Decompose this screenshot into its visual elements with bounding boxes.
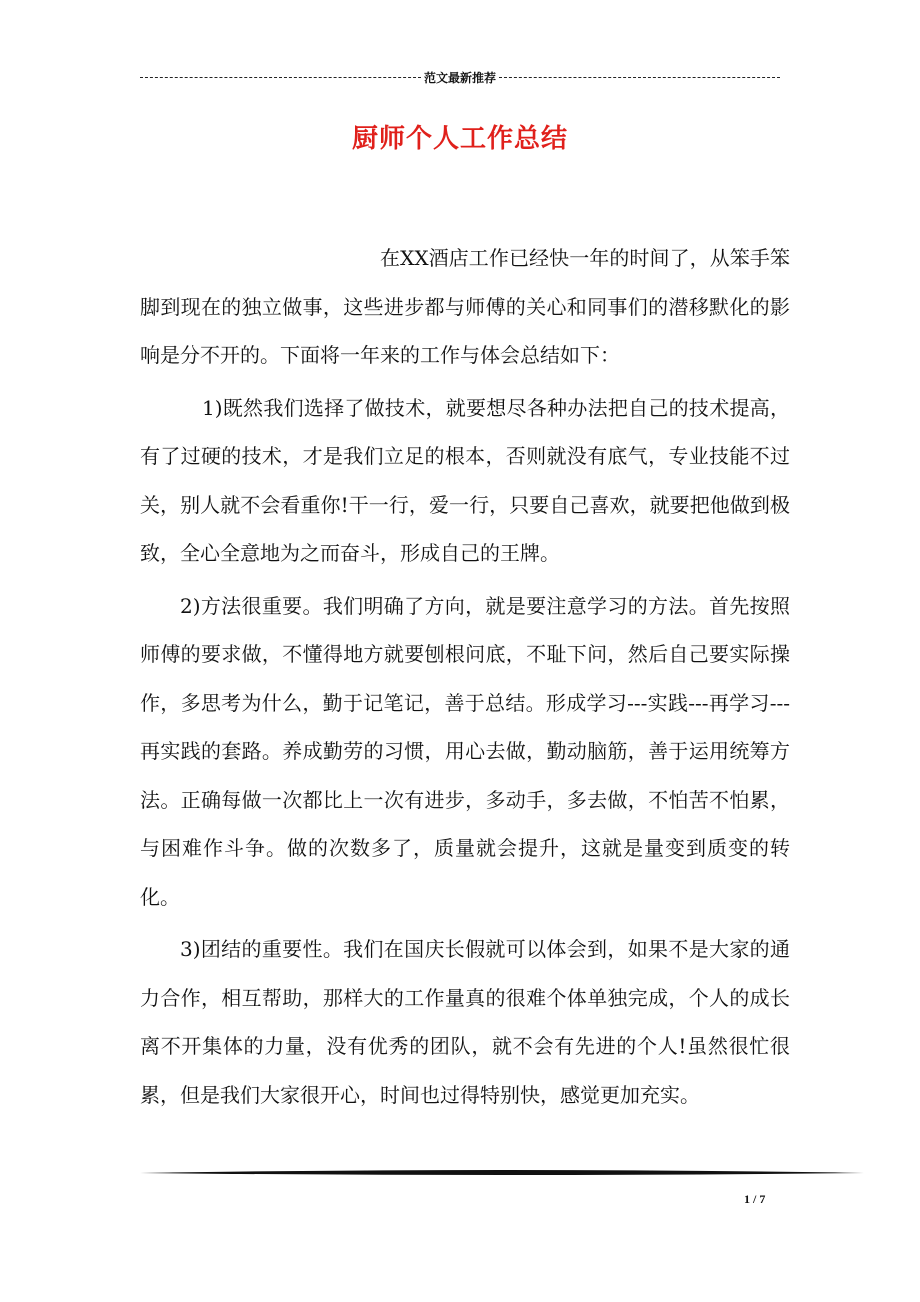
- paragraph-point-3: 3)团结的重要性。我们在国庆长假就可以体会到，如果不是大家的通力合作，相互帮助，那样大的工作量真的很难个体单独完成，个人的成长离不开集体的力量，没有优秀的团队，就不会有先进的个人!虽然很忙很累，但是我们大家很开心，时间也过得特别快，感觉更加充实。: [140, 937, 790, 1107]
- document-body: [140, 234, 790, 1123]
- header-dash-right: [499, 77, 780, 78]
- header-banner: [140, 66, 780, 88]
- paragraph-point-2: 2)方法很重要。我们明确了方向，就是要注意学习的方法。首先按照师傅的要求做，不懂得地方就要刨根问底，不耻下问，然后自己要实际操作，多思考为什么，勤于记笔记，善于总结。形成学习---实践---再学习---再实践的套路。养成勤劳的习惯，用心去做，勤动脑筋，善于运用统筹方法。正确每做一次都比上一次有进步，多动手，多去做，不怕苦不怕累，与困难作斗争。做的次数多了，质量就会提升，这就是量变到质变的转化。: [140, 593, 790, 909]
- header-dash-left: [140, 77, 421, 78]
- paragraph-intro: 在XX酒店工作已经快一年的时间了，从笨手笨脚到现在的独立做事，这些进步都与师傅的关心和同事们的潜移默化的影响是分不开的。下面将一年来的工作与体会总结如下：: [140, 246, 790, 367]
- paragraph-point-1: 1)既然我们选择了做技术，就要想尽各种办法把自己的技术提高，有了过硬的技术，才是我们立足的根本，否则就没有底气，专业技能不过关，别人就不会看重你!干一行，爱一行，只要自己喜欢，就要把他做到极致，全心全意地为之而奋斗，形成自己的王牌。: [140, 395, 790, 565]
- page-number: 1 / 7: [744, 1192, 766, 1206]
- footer-divider: [140, 1168, 864, 1178]
- header-banner-label: 范文最新推荐: [424, 70, 497, 85]
- document-title: 厨师个人工作总结: [351, 124, 568, 154]
